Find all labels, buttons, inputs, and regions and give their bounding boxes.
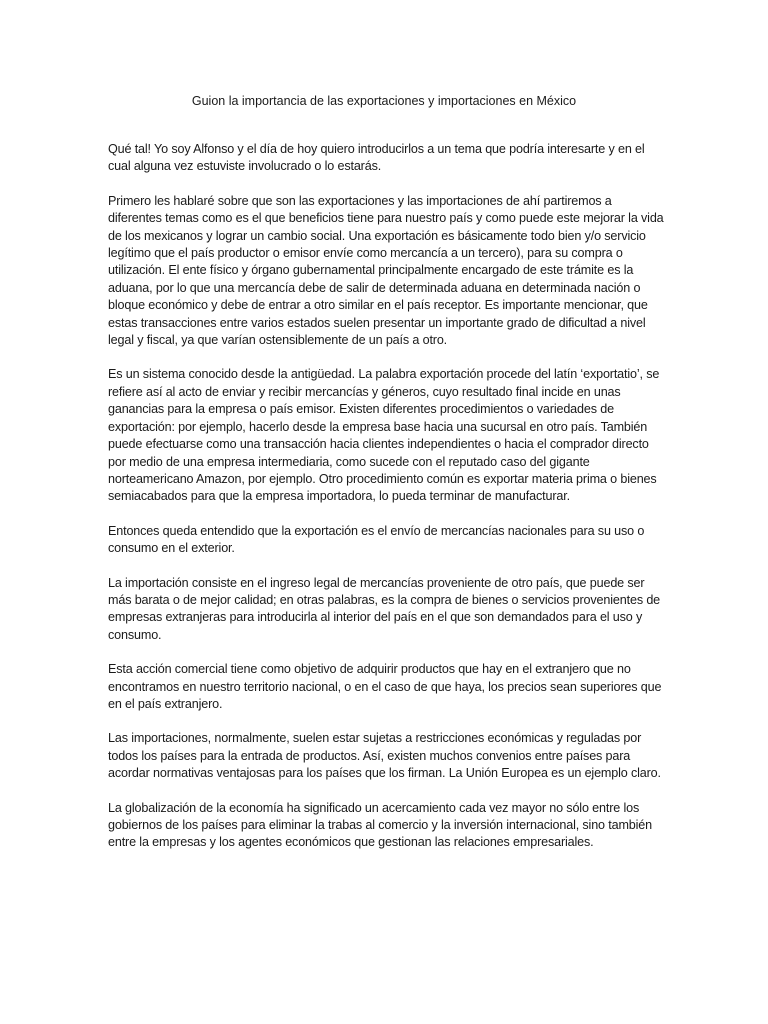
paragraph-import-restrictions: Las importaciones, normalmente, suelen estar sujetas a restricciones económicas y reguladas por todos los países para la entrada de productos. Así, existen muchos convenios entre países para acordar normativas ventajosas para los países que los firman. La Unión Europea es un ejemplo claro. (108, 731, 661, 781)
document-title: Guion la importancia de las exportaciones y importaciones en México (191, 94, 577, 108)
paragraph-definition-exports: Primero les hablaré sobre que son las exportaciones y las importaciones de ahí partiremos a diferentes temas como es el que beneficios tiene para nuestro país y como puede este mejorar la vida de los mexicanos y lograr un cambio social. Una exportación es básicamente todo bien y/o servicio legítimo que el país productor o emisor envíe como mercancía a un tercero), para su compra o utilización. El ente físico y órgano gubernamental principalmente encargado de este trámite es la aduana, por lo que una mercancía debe de salir de determinada aduana en determinada nación o bloque económico y debe de entrar a otro similar en el país receptor. Es importante mencionar, que estas transacciones entre varios estados suelen presentar un importante grado de dificultad a nivel legal y fiscal, ya que varían ostensiblemente de un país a otro. (108, 193, 664, 348)
paragraph-intro: Qué tal! Yo soy Alfonso y el día de hoy quiero introducirlos a un tema que podría interesarte y en el cual alguna vez estuviste involucrado o lo estarás. (108, 142, 645, 174)
paragraph-export-summary: Entonces queda entendido que la exportación es el envío de mercancías nacionales para su uso o consumo en el exterior. (108, 523, 645, 556)
paragraph-import-objective: Esta acción comercial tiene como objetivo de adquirir productos que hay en el extranjero que no encontramos en nuestro territorio nacional, o en el caso de que haya, los precios sean superiores que en el país extranjero. (108, 662, 662, 711)
paragraph-definition-imports: La importación consiste en el ingreso legal de mercancías proveniente de otro país, que puede ser más barata o de mejor calidad; en otras palabras, es la compra de bienes o servicios provenientes de empresas extranjeras para introducirla al interior del país en el que son demandados para el uso y consumo. (108, 575, 661, 642)
paragraph-globalization: La globalización de la economía ha significado un acercamiento cada vez mayor no sólo entre los gobiernos de los países para eliminar la trabas al comercio y la inversión internacional, sino también entre la empresas y los agentes económicos que gestionan las relaciones empresariales. (108, 800, 653, 850)
document-body (108, 141, 666, 869)
paragraph-history-exports: Es un sistema conocido desde la antigüedad. La palabra exportación procede del latín ‘exportatio’, se refiere así al acto de enviar y recibir mercancías y géneros, cuyo resultado final incide en unas ganancias para la empresa o país emisor. Existen diferentes procedimientos o variedades de exportación: por ejemplo, hacerlo desde la empresa base hacia una sucursal en otro país. También puede efectuarse como una transacción hacia clientes independientes o hacia el comprador directo por medio de una empresa intermediaria, como sucede con el reputado caso del gigante norteamericano Amazon, por ejemplo. Otro procedimiento común es exportar materia prima o bienes semiacabados para que la empresa importadora, lo pueda terminar de manufacturar. (108, 367, 660, 504)
